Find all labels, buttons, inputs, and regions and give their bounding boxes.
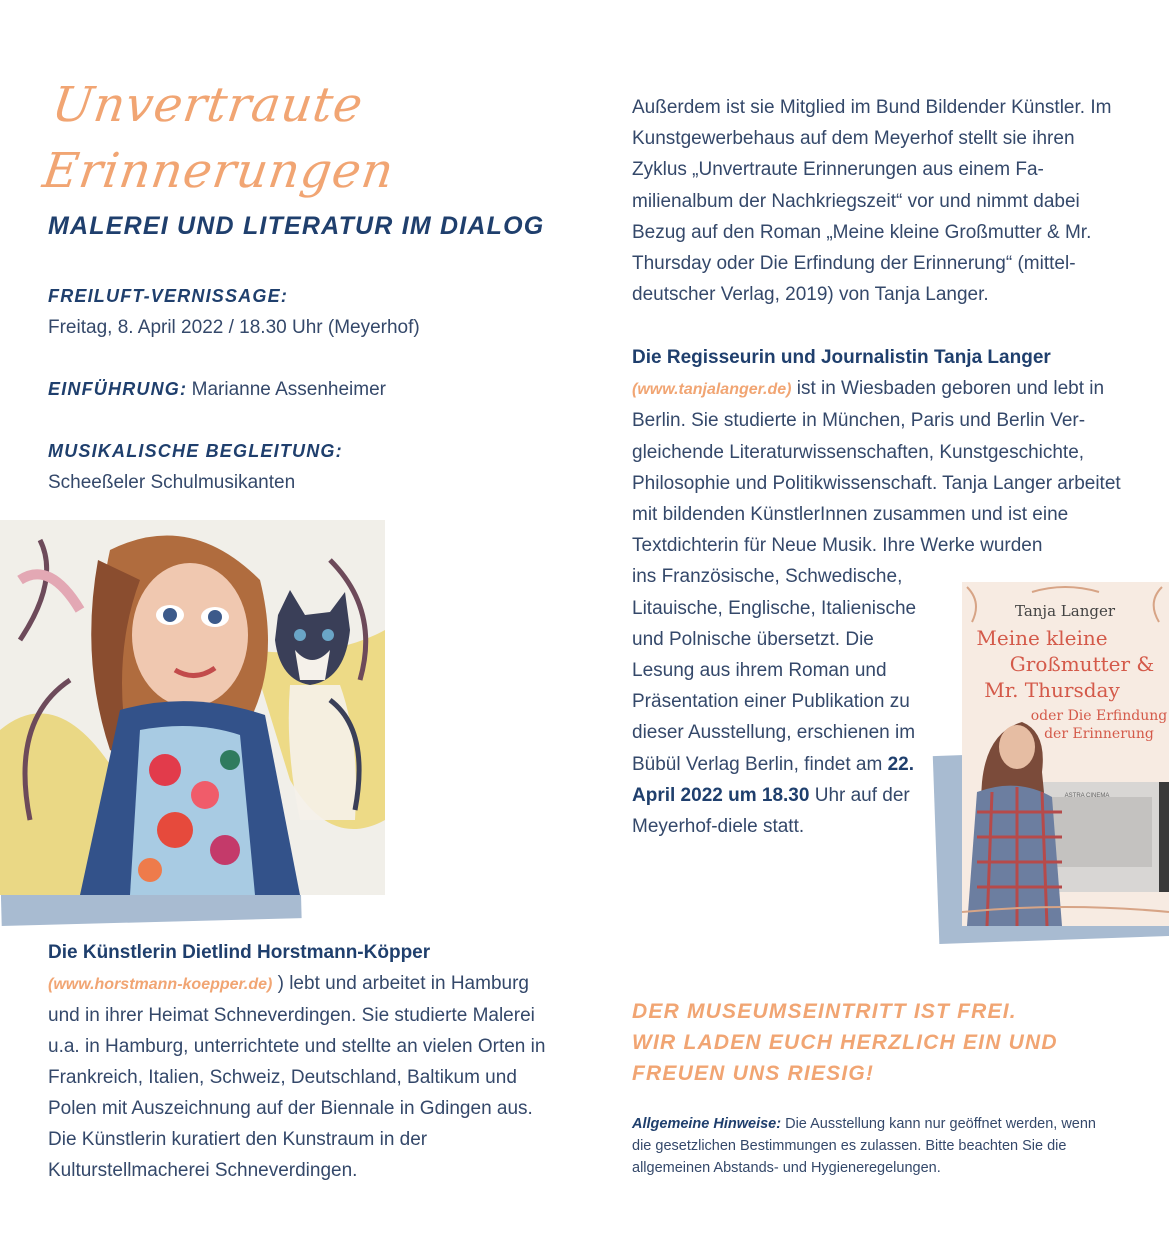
musik-block — [48, 436, 568, 498]
notice-label: Allgemeine Hinweise: — [632, 1116, 782, 1132]
notice-text: Die Ausstellung kann nur geöffnet werden, wenn die gesetzlichen Bestimmungen es zulassen. Bitte beachten Sie die allgemeinen Abstands- und Hygieneregelungen. — [632, 1116, 1096, 1176]
author-heading: Die Regisseurin und Journalistin Tanja Langer — [632, 347, 1051, 368]
einfuehrung-block — [48, 374, 568, 406]
book-cover-art — [962, 582, 1169, 926]
general-notice — [632, 1113, 1112, 1179]
author-url-link[interactable]: (www.tanjalanger.de) — [632, 381, 792, 399]
title-line-1: Unvertraute — [48, 77, 367, 133]
intro-text: Außerdem ist sie Mitglied im Bund Bildender Künstler. Im Kunstgewerbehaus auf dem Meyerhof stellt sie ihren Zyklus „Unvertraute Erinnerungen aus einem Familienalbum der Nachkriegszeit“ vor und nimmt dabei Bezug auf den Roman „Meine kleine Großmutter & Mr. Thursday oder Die Erfindung der Erinnerung“ (mitteldeutscher Verlag, 2019) von Tanja Langer. — [632, 97, 1112, 306]
book-title-2: Großmutter & — [1009, 652, 1155, 676]
musik-text: Scheeßeler Schulmusikanten — [48, 472, 296, 493]
reading-date: 22. April 2022 um 18.30 — [632, 753, 915, 806]
title-line-2: Erinnerungen — [39, 143, 398, 199]
museum-callout — [632, 996, 1132, 1089]
book-title-1: Meine kleine — [976, 626, 1108, 650]
einfuehrung-text: Marianne Assenheimer — [191, 379, 386, 400]
vernissage-label: FREILUFT-VERNISSAGE: — [48, 286, 289, 306]
museum-line-3: FREUEN UNS RIESIG! — [632, 1062, 875, 1085]
author-bio-top — [632, 373, 1122, 561]
book-title-3: Mr. Thursday — [984, 678, 1120, 702]
vernissage-block — [48, 281, 568, 343]
subtitle: MALEREI UND LITERATUR IM DIALOG — [48, 212, 545, 240]
girl-with-cat-painting — [0, 520, 385, 895]
book-subtitle-2: der Erinnerung — [1044, 726, 1154, 742]
vernissage-text: Freitag, 8. April 2022 / 18.30 Uhr (Meyerhof) — [48, 317, 420, 338]
painting-image — [0, 520, 385, 895]
artist-bio — [48, 937, 548, 1186]
script-title — [39, 72, 438, 204]
book-cover — [962, 582, 1169, 926]
artist-url-link[interactable]: (www.horstmann-koepper.de) — [48, 976, 273, 993]
book-author: Tanja Langer — [1014, 602, 1116, 620]
artist-text: ) lebt und arbeitet in Hamburg und in ihrer Heimat Schneverdingen. Sie studierte Malerei u.a. in Hamburg, unterrichtete und stellte an vielen Orten in Frankreich, Italien, Schweiz, Deutschland, Baltikum und Polen mit Auszeichnung auf der Biennale in Gdingen aus. Die Künstlerin kuratiert den Kunstraum in der Kulturstellmacherei Schneverdingen. — [48, 973, 546, 1181]
einfuehrung-label: EINFÜHRUNG: — [48, 379, 188, 399]
author-text-1: ist in Wiesbaden geboren und lebt in Berlin. Sie studierte in München, Paris und Berlin Vergleichende Literaturwissenschaften, Kunstgeschichte, Philosophie und Politikwissenschaft. Tanja Langer arbeitet mit bildenden KünstlerInnen zusammen und ist eine Textdichterin für Neue Musik. Ihre Werke wurden — [632, 378, 1121, 557]
book-subtitle-1: oder Die Erfindung — [1030, 708, 1168, 724]
museum-line-2: WIR LADEN EUCH HERZLICH EIN UND — [632, 1031, 1058, 1054]
author-text-3: Uhr auf der Meyerhof-diele statt. — [632, 784, 910, 838]
cinema-sign: ASTRA CINEMA — [1064, 793, 1110, 799]
author-bio-narrow — [632, 561, 932, 842]
artist-heading: Die Künstlerin Dietlind Horstmann-Köpper — [48, 942, 431, 963]
author-text-2: ins Französische, Schwedische, Litauische, Englische, Italienische und Polnische übersetzt. Die Lesung aus ihrem Roman und Präsentation einer Publikation zu dieser Ausstellung, erschienen im Bübül Verlag Berlin, findet am — [632, 566, 917, 775]
museum-line-1: DER MUSEUMSEINTRITT IST FREI. — [632, 1000, 1017, 1023]
musik-label: MUSIKALISCHE BEGLEITUNG: — [48, 441, 343, 461]
